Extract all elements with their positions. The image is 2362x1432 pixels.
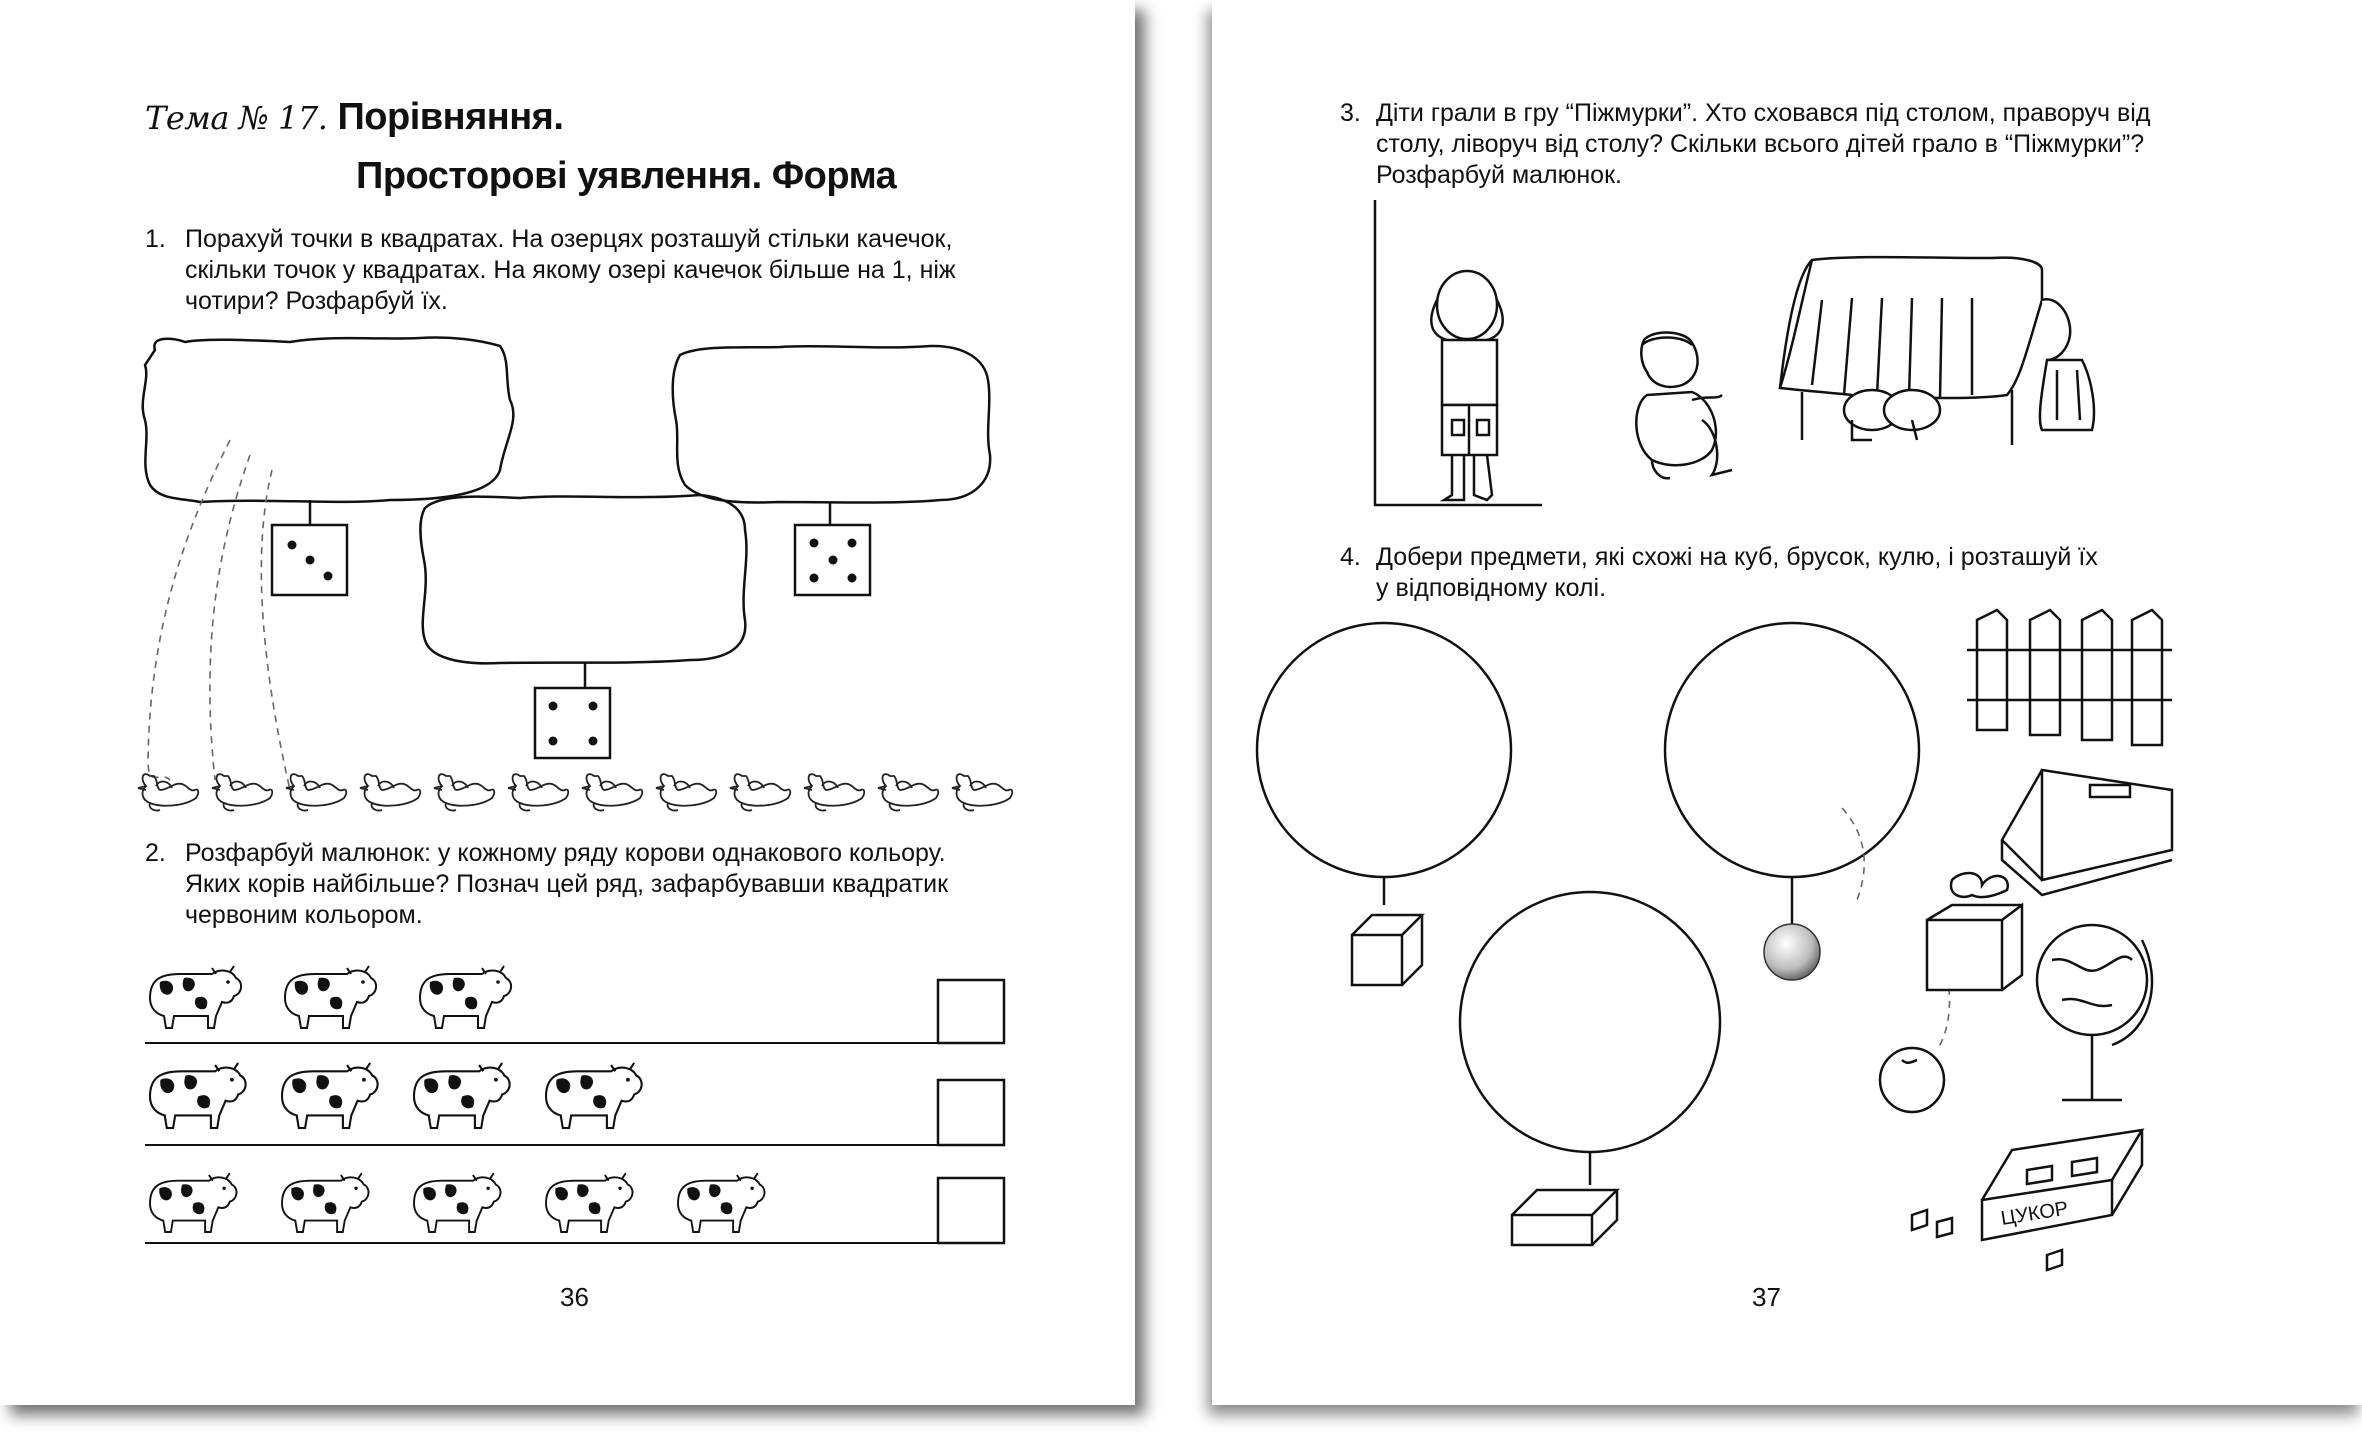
cow[interactable]	[282, 1173, 369, 1232]
cow[interactable]	[546, 1173, 633, 1232]
cow[interactable]	[546, 1063, 642, 1128]
brick-circle[interactable]	[1460, 892, 1720, 1152]
gift-box-image[interactable]	[1927, 873, 2022, 990]
task-3-line: столу, ліворуч від столу? Скільки всього дітей грало в “Піжмурки”?	[1376, 130, 2145, 158]
cow[interactable]	[678, 1173, 765, 1232]
cow[interactable]	[150, 1063, 246, 1128]
sphere-shape	[1764, 924, 1820, 980]
task-4-line: Добери предмети, які схожі на куб, брусок, кулю, і розташуй їх	[1376, 543, 2098, 571]
topic-title: Порівняння.	[337, 96, 564, 138]
task-1-line: Порахуй точки в квадратах. На озерцях розташуй стільки качечок,	[185, 225, 953, 253]
sugar-box-image[interactable]	[1912, 1130, 2142, 1270]
page-number: 36	[560, 1282, 589, 1312]
left-page	[0, 0, 1135, 1405]
cow-row-2	[145, 1063, 1005, 1145]
brick-shape	[1512, 1190, 1617, 1245]
task-2-line: червоним кольором.	[185, 901, 423, 929]
task-2-number: 2.	[145, 839, 166, 867]
task-2-line: Розфарбуй малюнок: у кожному ряду корови однакового кольору.	[185, 839, 946, 867]
cow[interactable]	[414, 1063, 510, 1128]
page-number: 37	[1752, 1282, 1781, 1312]
cube-circle[interactable]	[1257, 623, 1511, 877]
row-1-checkbox[interactable]	[938, 980, 1004, 1043]
ball-image[interactable]	[1880, 1048, 1944, 1112]
task-2-line: Яких корів найбільше? Познач цей ряд, зафарбувавши квадратик	[185, 870, 949, 898]
cube-shape	[1352, 915, 1422, 985]
task-4-illustration	[1212, 0, 2362, 1405]
cow[interactable]	[420, 966, 511, 1028]
task-3-line: Діти грали в гру “Піжмурки”. Хто сховався під столом, праворуч від	[1376, 99, 2151, 127]
cow[interactable]	[150, 1173, 237, 1232]
task-1-number: 1.	[145, 225, 166, 253]
fence-image[interactable]	[1967, 610, 2172, 745]
task-1-line: чотири? Розфарбуй їх.	[185, 287, 448, 315]
right-page	[1212, 0, 2362, 1405]
task-3-number: 3.	[1340, 99, 1361, 127]
task-2-illustration	[0, 0, 1135, 1405]
topic-subtitle: Просторові уявлення. Форма	[356, 155, 897, 197]
task-4-number: 4.	[1340, 543, 1361, 571]
sphere-circle[interactable]	[1665, 623, 1919, 877]
cow[interactable]	[282, 1063, 378, 1128]
cow[interactable]	[285, 966, 376, 1028]
cow-row-1	[145, 966, 1005, 1043]
row-3-checkbox[interactable]	[938, 1178, 1004, 1243]
row-2-checkbox[interactable]	[938, 1080, 1004, 1145]
task-4-line: у відповідному колі.	[1376, 574, 1607, 602]
cow-row-3	[145, 1173, 1005, 1243]
task-3-line: Розфарбуй малюнок.	[1376, 161, 1622, 189]
cow[interactable]	[414, 1173, 501, 1232]
task-1-line: скільки точок у квадратах. На якому озері качечок більше на 1, ніж	[185, 256, 956, 284]
cow[interactable]	[150, 966, 241, 1028]
book-image[interactable]	[2002, 770, 2172, 895]
topic-prefix: Тема № 17.	[145, 99, 328, 137]
sugar-box-label: ЦУКОР	[1999, 1197, 2070, 1230]
globe-image[interactable]	[2037, 925, 2152, 1100]
